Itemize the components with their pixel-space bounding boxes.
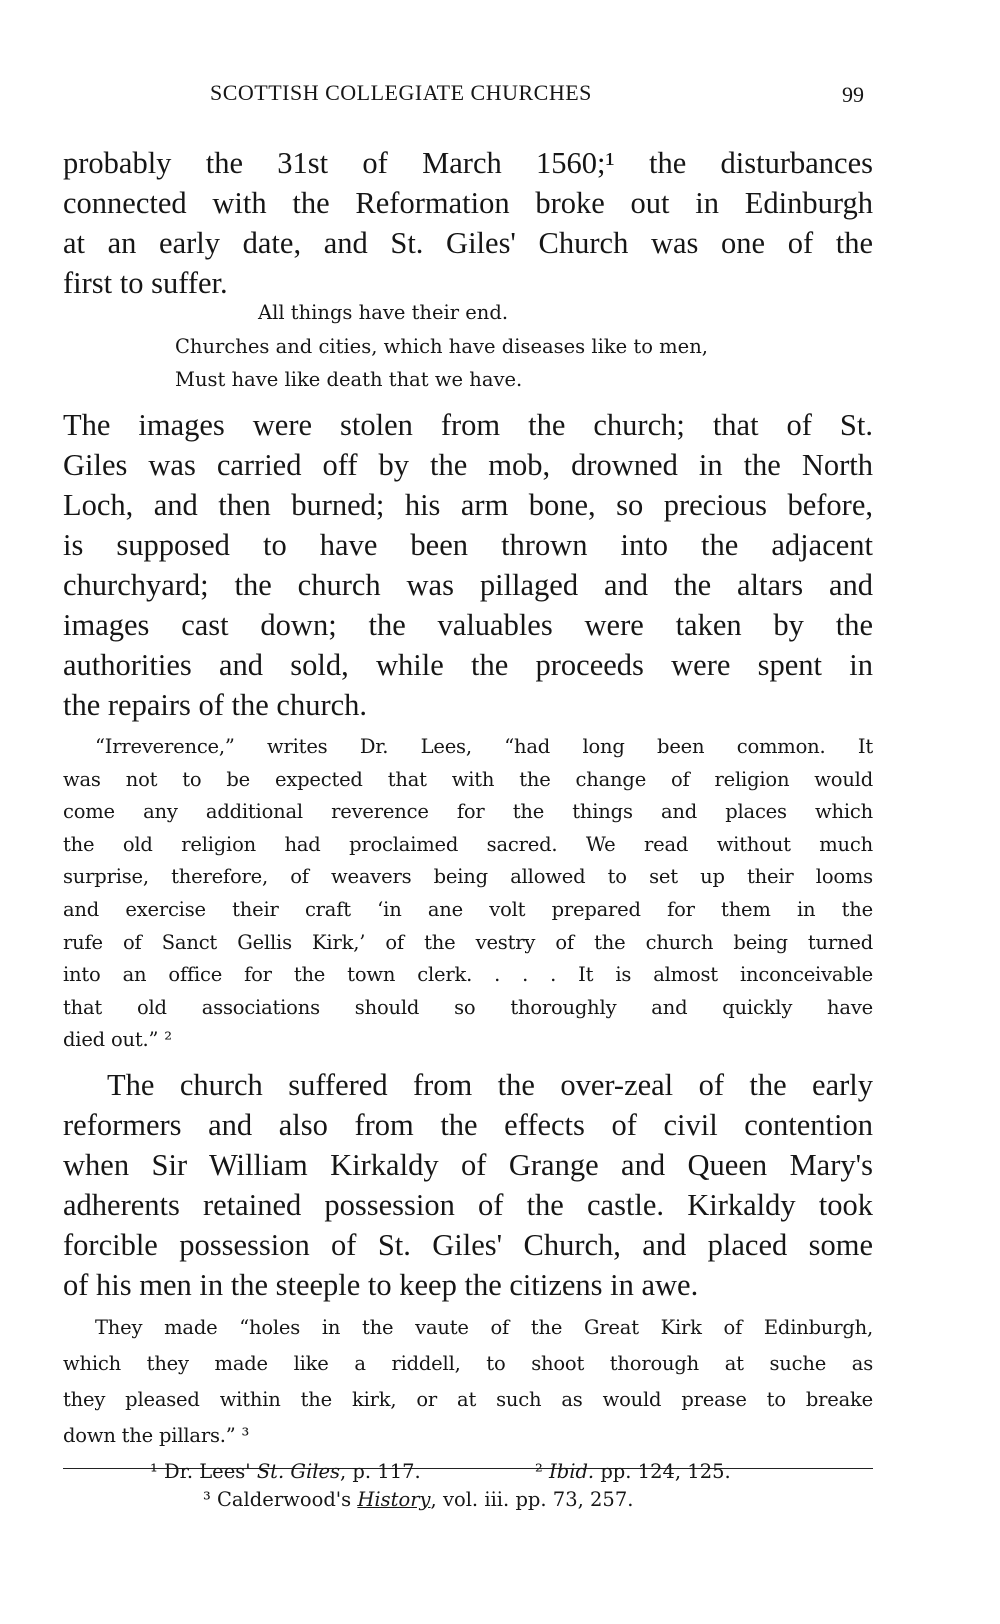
footnote-title: St. Giles [256, 1460, 341, 1483]
text-line: when Sir William Kirkaldy of Grange and Queen Mary's [63, 1148, 873, 1182]
text-line: probably the 31st of March 1560;¹ the disturbances [63, 146, 873, 180]
text-line: at an early date, and St. Giles' Church was one of the [63, 226, 873, 260]
verse-line: All things have their end. [258, 301, 509, 324]
footnote-text: ² [535, 1460, 550, 1483]
verse-quote [175, 296, 875, 397]
quote-line: into an office for the town clerk. . . . It is almost inconceivable [63, 963, 873, 987]
quote-line: rufe of Sanct Gellis Kirk,’ of the vestry of the church being turned [63, 930, 873, 954]
footnote-text: , vol. iii. pp. 73, 257. [430, 1488, 634, 1511]
quote-line: which they made like a riddell, to shoot thorough at suche as [63, 1352, 873, 1375]
quote-line: the old religion had proclaimed sacred. We read without much [63, 832, 873, 856]
block-quote-kirk [63, 1310, 873, 1454]
paragraph-1 [63, 143, 873, 303]
verse-line: Must have like death that we have. [175, 368, 523, 391]
running-title: SCOTTISH COLLEGIATE CHURCHES [210, 80, 592, 105]
text-line: Giles was carried off by the mob, drowned in the North [63, 448, 873, 482]
text-line: Loch, and then burned; his arm bone, so precious before, [63, 488, 873, 522]
text-line: The church suffered from the over-zeal of the early [107, 1068, 873, 1102]
text-line: churchyard; the church was pillaged and the altars and [63, 568, 873, 602]
footnote-2 [535, 1460, 731, 1483]
footnote-text: ¹ Dr. Lees' [150, 1460, 257, 1483]
quote-line: They made “holes in the vaute of the Great Kirk of Edinburgh, [95, 1316, 873, 1339]
footnote-text: pp. 124, 125. [594, 1460, 731, 1483]
page-number: 99 [842, 82, 864, 107]
text-line: The images were stolen from the church; that of St. [63, 408, 873, 442]
footnote-1 [150, 1460, 421, 1483]
text-line: is supposed to have been thrown into the adjacent [63, 528, 873, 562]
quote-line: “Irreverence,” writes Dr. Lees, “had long been common. It [95, 735, 873, 758]
text-line: forcible possession of St. Giles' Church, and placed some [63, 1228, 873, 1262]
text-line: reformers and also from the effects of civil contention [63, 1108, 873, 1142]
footnote-text: ³ Calderwood's [203, 1488, 358, 1511]
paragraph-3 [63, 1065, 873, 1305]
text-line: images cast down; the valuables were taken by the [63, 608, 873, 642]
footnote-title: History [357, 1488, 431, 1511]
block-quote-lees [63, 731, 873, 1057]
paragraph-2 [63, 405, 873, 725]
quote-line: come any additional reverence for the things and places which [63, 800, 873, 824]
text-line: adherents retained possession of the castle. Kirkaldy took [63, 1188, 873, 1222]
text-line: connected with the Reformation broke out in Edinburgh [63, 186, 873, 220]
text-line: of his men in the steeple to keep the citizens in awe. [63, 1268, 699, 1302]
text-line: the repairs of the church. [63, 688, 368, 722]
footnote-title: Ibid. [549, 1460, 595, 1483]
verse-line: Churches and cities, which have diseases like to men, [175, 334, 708, 358]
footnote-3 [203, 1488, 633, 1511]
text-line: authorities and sold, while the proceeds were spent in [63, 648, 873, 682]
text-line: first to suffer. [63, 266, 228, 300]
quote-line: and exercise their craft ‘in ane volt prepared for them in the [63, 897, 873, 921]
quote-line: died out.” ² [63, 1028, 172, 1052]
footnote-text: , p. 117. [340, 1460, 421, 1483]
quote-line: they pleased within the kirk, or at such as would prease to breake [63, 1388, 873, 1411]
quote-line: that old associations should so thoroughly and quickly have [63, 995, 873, 1019]
quote-line: was not to be expected that with the change of religion would [63, 767, 873, 791]
quote-line: down the pillars.” ³ [63, 1424, 250, 1447]
quote-line: surprise, therefore, of weavers being allowed to set up their looms [63, 865, 873, 889]
